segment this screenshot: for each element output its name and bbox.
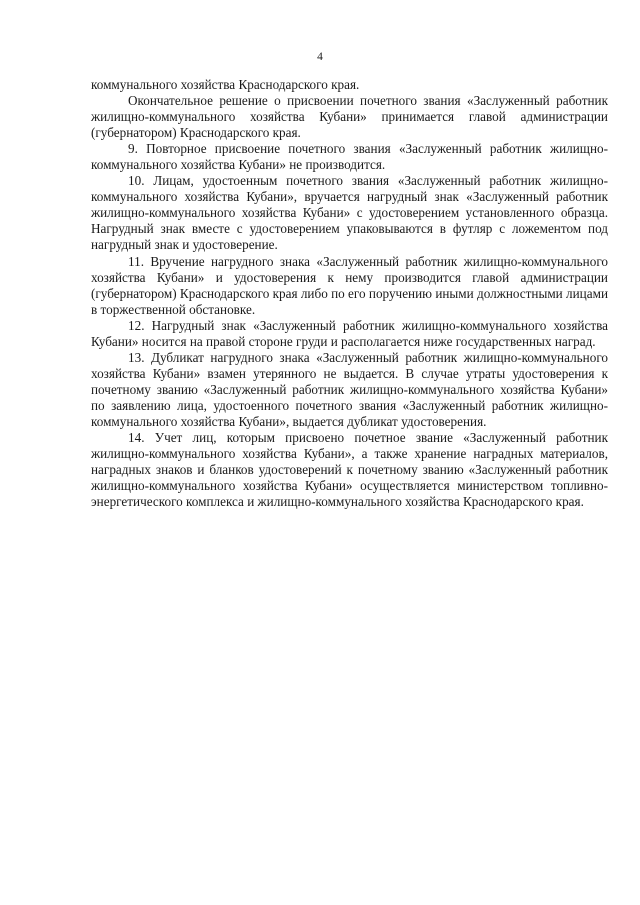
paragraph-item-13: 13. Дубликат нагрудного знака «Заслуженный работник жилищно-коммунального хозяйства Кубани» взамен утерянного не выдается. В случае утраты удостоверения к почетному званию «Заслуженный работник жилищно-коммунального хозяйства Кубани» по заявлению лица, удостоенного почетного звания «Заслуженный работник жилищно-коммунального хозяйства Кубани», выдается дубликат удостоверения.	[91, 349, 608, 429]
paragraph-item-11: 11. Вручение нагрудного знака «Заслуженный работник жилищно-коммунального хозяйства Кубани» и удостоверения к нему производится главой администрации (губернатором) Краснодарского края либо по его поручению иными должностными лицами в торжественной обстановке.	[91, 253, 608, 317]
page-number: 4	[317, 51, 323, 63]
paragraph-continuation: коммунального хозяйства Краснодарского края.	[91, 77, 360, 92]
paragraph-final-decision: Окончательное решение о присвоении почетного звания «Заслуженный работник жилищно-коммунального хозяйства Кубани» принимается главой администрации (губернатором) Краснодарского края.	[91, 93, 608, 141]
paragraph-item-10: 10. Лицам, удостоенным почетного звания «Заслуженный работник жилищно-коммунального хозяйства Кубани», вручается нагрудный знак «Заслуженный работник жилищно-коммунального хозяйства Кубани» с удостоверением установленного образца. Нагрудный знак вместе с удостоверением упаковываются в футляр с ложементом под нагрудный знак и удостоверение.	[91, 173, 608, 253]
paragraph-item-9: 9. Повторное присвоение почетного звания «Заслуженный работник жилищно-коммунального хозяйства Кубани» не производится.	[91, 141, 608, 173]
document-body	[91, 77, 608, 510]
paragraph-item-12: 12. Нагрудный знак «Заслуженный работник жилищно-коммунального хозяйства Кубани» носится на правой стороне груди и располагается ниже государственных наград.	[91, 317, 608, 349]
paragraph-item-14: 14. Учет лиц, которым присвоено почетное звание «Заслуженный работник жилищно-коммунального хозяйства Кубани», а также хранение наградных материалов, наградных знаков и бланков удостоверений к почетному званию «Заслуженный работник жилищно-коммунального хозяйства Кубани» осуществляется министерством топливно-энергетического комплекса и жилищно-коммунального хозяйства Краснодарского края.	[91, 430, 608, 510]
